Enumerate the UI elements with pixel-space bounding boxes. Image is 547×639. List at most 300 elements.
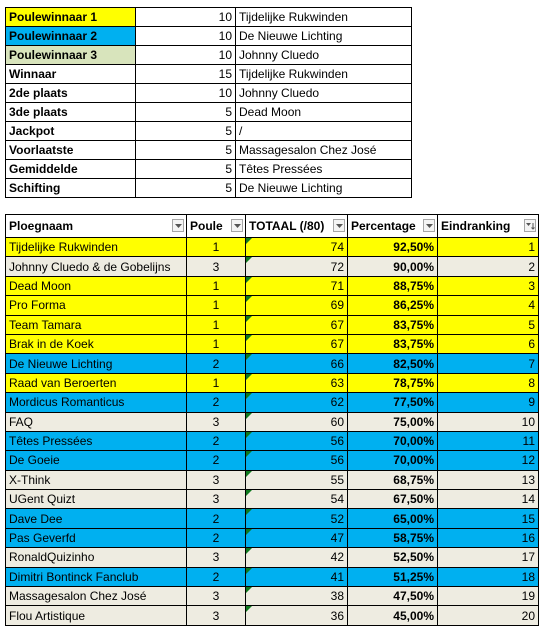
filter-dropdown-icon[interactable] [423, 219, 435, 232]
poule-cell[interactable] [187, 315, 246, 334]
percentage-cell[interactable] [348, 509, 438, 528]
rank-cell[interactable] [438, 606, 539, 625]
team-name-cell[interactable] [6, 315, 187, 334]
rank-cell[interactable] [438, 587, 539, 606]
table-row [6, 431, 539, 450]
team-name-cell[interactable] [6, 276, 187, 295]
percentage-cell[interactable] [348, 238, 438, 257]
total-cell-value: 72 [330, 259, 344, 274]
prize-winner-cell[interactable]: Tijdelijke Rukwinden [236, 65, 412, 84]
prize-winner-cell[interactable]: De Nieuwe Lichting [236, 179, 412, 198]
table-row [6, 567, 539, 586]
rank-cell-value: 9 [528, 395, 535, 410]
poule-cell[interactable] [187, 451, 246, 470]
total-cell[interactable] [246, 334, 348, 353]
prize-row [6, 27, 412, 46]
percentage-cell-value: 47,50% [393, 589, 434, 604]
prize-row [6, 65, 412, 84]
prize-winner-cell[interactable]: Johnny Cluedo [236, 84, 412, 103]
team-name-cell[interactable] [6, 587, 187, 606]
poule-cell-value: 3 [212, 492, 220, 507]
poule-cell[interactable] [187, 606, 246, 625]
poule-cell-value: 3 [212, 259, 220, 274]
filter-dropdown-icon[interactable] [333, 219, 345, 232]
table-row [6, 238, 539, 257]
team-name-cell-value: UGent Quizt [9, 492, 76, 507]
team-name-cell-value: Raad van Beroerten [9, 375, 117, 390]
team-name-cell-value: Team Tamara [9, 317, 82, 332]
percentage-cell-value: 65,00% [393, 511, 434, 526]
total-cell-value: 56 [330, 453, 344, 468]
total-cell[interactable] [246, 315, 348, 334]
table-row [6, 412, 539, 431]
poule-cell[interactable] [187, 587, 246, 606]
prize-points-cell[interactable]: 5 [136, 122, 236, 141]
team-name-cell-value: Têtes Pressées [9, 434, 93, 449]
poule-cell[interactable] [187, 431, 246, 450]
poule-cell-value: 2 [212, 395, 220, 410]
rank-cell[interactable] [438, 412, 539, 431]
team-name-cell-value: RonaldQuizinho [9, 550, 95, 565]
rank-cell-value: 4 [528, 298, 535, 313]
header-totaal [246, 215, 348, 238]
percentage-cell-value: 52,50% [393, 550, 434, 565]
formula-error-marker [246, 606, 252, 612]
prize-label-cell[interactable]: Schifting [6, 179, 136, 198]
header-percentage-label: Percentage [351, 219, 416, 233]
total-cell-value: 56 [330, 434, 344, 449]
ranking-table-body [6, 238, 539, 626]
percentage-cell-value: 58,75% [393, 531, 434, 546]
rank-cell-value: 8 [528, 375, 535, 390]
percentage-cell[interactable] [348, 451, 438, 470]
formula-error-marker [246, 316, 252, 322]
percentage-cell[interactable] [348, 315, 438, 334]
percentage-cell-value: 88,75% [393, 278, 434, 293]
total-cell[interactable] [246, 567, 348, 586]
percentage-cell[interactable] [348, 276, 438, 295]
table-row [6, 354, 539, 373]
poule-cell-value: 3 [212, 414, 220, 429]
rank-cell[interactable] [438, 276, 539, 295]
prize-winner-cell[interactable]: Johnny Cluedo [236, 46, 412, 65]
percentage-cell-value: 70,00% [393, 453, 434, 468]
team-name-cell-value: Brak in de Koek [9, 337, 94, 352]
formula-error-marker [246, 413, 252, 419]
formula-error-marker [246, 238, 252, 244]
poule-cell[interactable] [187, 567, 246, 586]
team-name-cell-value: Dimitri Bontinck Fanclub [9, 569, 139, 584]
table-row [6, 470, 539, 489]
total-cell[interactable] [246, 548, 348, 567]
percentage-cell[interactable] [348, 606, 438, 625]
prize-label-cell[interactable]: Gemiddelde [6, 160, 136, 179]
team-name-cell-value: Pas Geverfd [9, 531, 76, 546]
poule-cell-value: 2 [212, 453, 220, 468]
total-cell[interactable] [246, 393, 348, 412]
total-cell-value: 71 [330, 278, 344, 293]
total-cell-value: 60 [330, 414, 344, 429]
team-name-cell[interactable] [6, 412, 187, 431]
formula-error-marker [246, 354, 252, 360]
team-name-cell-value: Mordicus Romanticus [9, 395, 125, 410]
table-row [6, 276, 539, 295]
total-cell-value: 38 [330, 589, 344, 604]
total-cell[interactable] [246, 354, 348, 373]
percentage-cell-value: 67,50% [393, 492, 434, 507]
poule-cell[interactable] [187, 238, 246, 257]
prize-table-body [6, 8, 412, 198]
poule-cell[interactable] [187, 354, 246, 373]
formula-error-marker [246, 529, 252, 535]
table-row [6, 315, 539, 334]
poule-cell-value: 1 [212, 298, 220, 313]
rank-cell-value: 2 [528, 259, 535, 274]
formula-error-marker [246, 393, 252, 399]
percentage-cell-value: 92,50% [393, 240, 434, 255]
total-cell[interactable] [246, 257, 348, 276]
rank-cell-value: 16 [521, 531, 535, 546]
poule-cell-value: 2 [212, 356, 220, 371]
prize-points-cell[interactable]: 10 [136, 84, 236, 103]
prize-label-cell[interactable]: Jackpot [6, 122, 136, 141]
total-cell-value: 52 [330, 511, 344, 526]
total-cell-value: 55 [330, 472, 344, 487]
table-row [6, 548, 539, 567]
prize-winner-cell[interactable]: De Nieuwe Lichting [236, 27, 412, 46]
total-cell-value: 74 [330, 240, 344, 255]
prize-label-cell[interactable]: Voorlaatste [6, 141, 136, 160]
prize-points-cell[interactable]: 5 [136, 141, 236, 160]
formula-error-marker [246, 296, 252, 302]
table-row [6, 451, 539, 470]
rank-cell-value: 15 [521, 511, 535, 526]
formula-error-marker [246, 509, 252, 515]
formula-error-marker [246, 568, 252, 574]
poule-cell-value: 2 [212, 531, 220, 546]
prize-table [5, 7, 412, 198]
team-name-cell[interactable] [6, 509, 187, 528]
rank-cell[interactable] [438, 528, 539, 547]
team-name-cell[interactable] [6, 567, 187, 586]
team-name-cell-value: Dead Moon [9, 278, 72, 293]
team-name-cell[interactable] [6, 451, 187, 470]
rank-cell[interactable] [438, 354, 539, 373]
total-cell-value: 67 [330, 337, 344, 352]
rank-cell-value: 10 [521, 414, 535, 429]
header-ploegnaam [6, 215, 187, 238]
rank-cell-value: 5 [528, 317, 535, 332]
rank-cell-value: 20 [521, 608, 535, 623]
poule-cell-value: 2 [212, 569, 220, 584]
percentage-cell-value: 86,25% [393, 298, 434, 313]
percentage-cell-value: 51,25% [393, 569, 434, 584]
poule-cell-value: 1 [212, 240, 220, 255]
header-percentage [348, 215, 438, 238]
prize-winner-cell[interactable]: Têtes Pressées [236, 160, 412, 179]
total-cell[interactable] [246, 412, 348, 431]
percentage-cell[interactable] [348, 257, 438, 276]
header-poule [187, 215, 246, 238]
percentage-cell-value: 68,75% [393, 472, 434, 487]
percentage-cell-value: 90,00% [393, 259, 434, 274]
team-name-cell[interactable] [6, 296, 187, 315]
total-cell[interactable] [246, 606, 348, 625]
prize-row [6, 8, 412, 27]
poule-cell-value: 2 [212, 434, 220, 449]
team-name-cell[interactable] [6, 548, 187, 567]
total-cell-value: 41 [330, 569, 344, 584]
team-name-cell[interactable] [6, 334, 187, 353]
total-cell[interactable] [246, 490, 348, 509]
poule-cell[interactable] [187, 334, 246, 353]
prize-row [6, 160, 412, 179]
team-name-cell-value: FAQ [9, 414, 34, 429]
rank-cell[interactable] [438, 470, 539, 489]
total-cell[interactable] [246, 528, 348, 547]
percentage-cell[interactable] [348, 470, 438, 489]
rank-cell-value: 14 [521, 492, 535, 507]
prize-label-cell[interactable]: Poulewinnaar 1 [6, 8, 136, 27]
rank-cell-value: 3 [528, 278, 535, 293]
total-cell-value: 54 [330, 492, 344, 507]
poule-cell-value: 3 [212, 472, 220, 487]
poule-cell-value: 3 [212, 608, 220, 623]
rank-cell-value: 1 [528, 240, 535, 255]
poule-cell-value: 1 [212, 278, 220, 293]
header-eindranking-label: Eindranking [441, 219, 511, 233]
prize-row [6, 103, 412, 122]
total-cell[interactable] [246, 470, 348, 489]
prize-label-cell[interactable]: Poulewinnaar 3 [6, 46, 136, 65]
poule-cell-value: 1 [212, 375, 220, 390]
team-name-cell-value: Flou Artistique [9, 608, 86, 623]
prize-row [6, 122, 412, 141]
rank-cell-value: 12 [521, 453, 535, 468]
table-row [6, 373, 539, 392]
poule-cell[interactable] [187, 490, 246, 509]
poule-cell[interactable] [187, 509, 246, 528]
team-name-cell[interactable] [6, 528, 187, 547]
team-name-cell[interactable] [6, 393, 187, 412]
sort-filter-icon[interactable] [524, 219, 536, 232]
total-cell-value: 66 [330, 356, 344, 371]
percentage-cell-value: 77,50% [393, 395, 434, 410]
prize-winner-cell[interactable]: Massagesalon Chez José [236, 141, 412, 160]
total-cell[interactable] [246, 238, 348, 257]
prize-winner-cell[interactable]: Tijdelijke Rukwinden [236, 8, 412, 27]
total-cell[interactable] [246, 373, 348, 392]
total-cell-value: 63 [330, 375, 344, 390]
total-cell[interactable] [246, 451, 348, 470]
team-name-cell[interactable] [6, 490, 187, 509]
rank-cell-value: 11 [522, 434, 535, 449]
table-row [6, 587, 539, 606]
formula-error-marker [246, 587, 252, 593]
rank-cell[interactable] [438, 490, 539, 509]
poule-cell[interactable] [187, 257, 246, 276]
formula-error-marker [246, 257, 252, 263]
rank-cell-value: 19 [521, 589, 535, 604]
table-row [6, 490, 539, 509]
prize-row [6, 46, 412, 65]
percentage-cell-value: 75,00% [393, 414, 434, 429]
total-cell[interactable] [246, 296, 348, 315]
percentage-cell[interactable] [348, 373, 438, 392]
table-row [6, 606, 539, 625]
table-row [6, 528, 539, 547]
prize-points-cell[interactable]: 10 [136, 8, 236, 27]
team-name-cell-value: De Goeie [9, 453, 60, 468]
team-name-cell-value: Dave Dee [9, 511, 63, 526]
prize-row [6, 84, 412, 103]
percentage-cell-value: 78,75% [393, 375, 434, 390]
rank-cell-value: 17 [521, 550, 535, 565]
prize-row [6, 141, 412, 160]
header-totaal-label: TOTAAL (/80) [249, 219, 325, 233]
percentage-cell[interactable] [348, 431, 438, 450]
team-name-cell-value: Johnny Cluedo & de Gobelijns [9, 259, 171, 274]
prize-row [6, 179, 412, 198]
total-cell-value: 62 [330, 395, 344, 410]
percentage-cell[interactable] [348, 412, 438, 431]
rank-cell[interactable] [438, 548, 539, 567]
poule-cell[interactable] [187, 470, 246, 489]
prize-label-cell[interactable]: 2de plaats [6, 84, 136, 103]
rank-cell-value: 18 [521, 569, 535, 584]
rank-cell[interactable] [438, 334, 539, 353]
total-cell[interactable] [246, 431, 348, 450]
prize-points-cell[interactable]: 5 [136, 160, 236, 179]
total-cell-value: 36 [330, 608, 344, 623]
prize-points-cell[interactable]: 10 [136, 27, 236, 46]
percentage-cell-value: 82,50% [393, 356, 434, 371]
percentage-cell[interactable] [348, 587, 438, 606]
rank-cell[interactable] [438, 393, 539, 412]
percentage-cell-value: 83,75% [393, 317, 434, 332]
poule-cell[interactable] [187, 548, 246, 567]
poule-cell[interactable] [187, 373, 246, 392]
rank-cell[interactable] [438, 257, 539, 276]
team-name-cell-value: De Nieuwe Lichting [9, 356, 113, 371]
formula-error-marker [246, 490, 252, 496]
table-row [6, 393, 539, 412]
prize-winner-cell[interactable]: Dead Moon [236, 103, 412, 122]
table-row [6, 296, 539, 315]
percentage-cell[interactable] [348, 354, 438, 373]
formula-error-marker [246, 335, 252, 341]
team-name-cell-value: X-Think [9, 472, 51, 487]
percentage-cell[interactable] [348, 490, 438, 509]
formula-error-marker [246, 277, 252, 283]
total-cell-value: 47 [330, 531, 344, 546]
rank-cell[interactable] [438, 296, 539, 315]
percentage-cell-value: 83,75% [393, 337, 434, 352]
team-name-cell[interactable] [6, 373, 187, 392]
prize-label-cell[interactable]: Winnaar [6, 65, 136, 84]
rank-cell[interactable] [438, 567, 539, 586]
team-name-cell[interactable] [6, 354, 187, 373]
ranking-header-row [6, 215, 539, 238]
poule-cell-value: 3 [212, 589, 220, 604]
filter-dropdown-icon[interactable] [172, 219, 184, 232]
poule-cell-value: 2 [212, 511, 220, 526]
total-cell-value: 67 [330, 317, 344, 332]
team-name-cell-value: Tijdelijke Rukwinden [9, 240, 118, 255]
header-poule-label: Poule [190, 219, 223, 233]
poule-cell-value: 3 [212, 550, 220, 565]
percentage-cell[interactable] [348, 567, 438, 586]
percentage-cell-value: 45,00% [393, 608, 434, 623]
formula-error-marker [246, 548, 252, 554]
poule-cell[interactable] [187, 296, 246, 315]
team-name-cell[interactable] [6, 470, 187, 489]
total-cell-value: 69 [330, 298, 344, 313]
prize-label-cell[interactable]: 3de plaats [6, 103, 136, 122]
prize-points-cell[interactable]: 10 [136, 46, 236, 65]
table-row [6, 257, 539, 276]
ranking-table [5, 214, 539, 626]
header-eindranking [438, 215, 539, 238]
poule-cell[interactable] [187, 276, 246, 295]
rank-cell[interactable] [438, 451, 539, 470]
formula-error-marker [246, 374, 252, 380]
percentage-cell[interactable] [348, 548, 438, 567]
percentage-cell-value: 70,00% [393, 434, 434, 449]
formula-error-marker [246, 471, 252, 477]
total-cell[interactable] [246, 587, 348, 606]
rank-cell[interactable] [438, 315, 539, 334]
rank-cell-value: 6 [528, 337, 535, 352]
poule-cell[interactable] [187, 412, 246, 431]
rank-cell[interactable] [438, 509, 539, 528]
percentage-cell[interactable] [348, 528, 438, 547]
table-row [6, 334, 539, 353]
team-name-cell-value: Massagesalon Chez José [9, 589, 147, 604]
percentage-cell[interactable] [348, 334, 438, 353]
table-row [6, 509, 539, 528]
formula-error-marker [246, 451, 252, 457]
percentage-cell[interactable] [348, 296, 438, 315]
header-ploegnaam-label: Ploegnaam [9, 219, 74, 233]
poule-cell-value: 1 [212, 317, 220, 332]
total-cell[interactable] [246, 276, 348, 295]
poule-cell[interactable] [187, 393, 246, 412]
rank-cell[interactable] [438, 238, 539, 257]
prize-points-cell[interactable]: 5 [136, 103, 236, 122]
percentage-cell[interactable] [348, 393, 438, 412]
prize-label-cell[interactable]: Poulewinnaar 2 [6, 27, 136, 46]
rank-cell[interactable] [438, 373, 539, 392]
total-cell[interactable] [246, 509, 348, 528]
prize-points-cell[interactable]: 5 [136, 179, 236, 198]
team-name-cell-value: Pro Forma [9, 298, 66, 313]
team-name-cell[interactable] [6, 238, 187, 257]
team-name-cell[interactable] [6, 606, 187, 625]
prize-winner-cell[interactable]: / [236, 122, 412, 141]
poule-cell-value: 1 [212, 337, 220, 352]
team-name-cell[interactable] [6, 257, 187, 276]
rank-cell-value: 13 [521, 472, 535, 487]
team-name-cell[interactable] [6, 431, 187, 450]
formula-error-marker [246, 432, 252, 438]
prize-points-cell[interactable]: 15 [136, 65, 236, 84]
total-cell-value: 42 [330, 550, 344, 565]
rank-cell-value: 7 [528, 356, 535, 371]
poule-cell[interactable] [187, 528, 246, 547]
filter-dropdown-icon[interactable] [231, 219, 243, 232]
rank-cell[interactable] [438, 431, 539, 450]
